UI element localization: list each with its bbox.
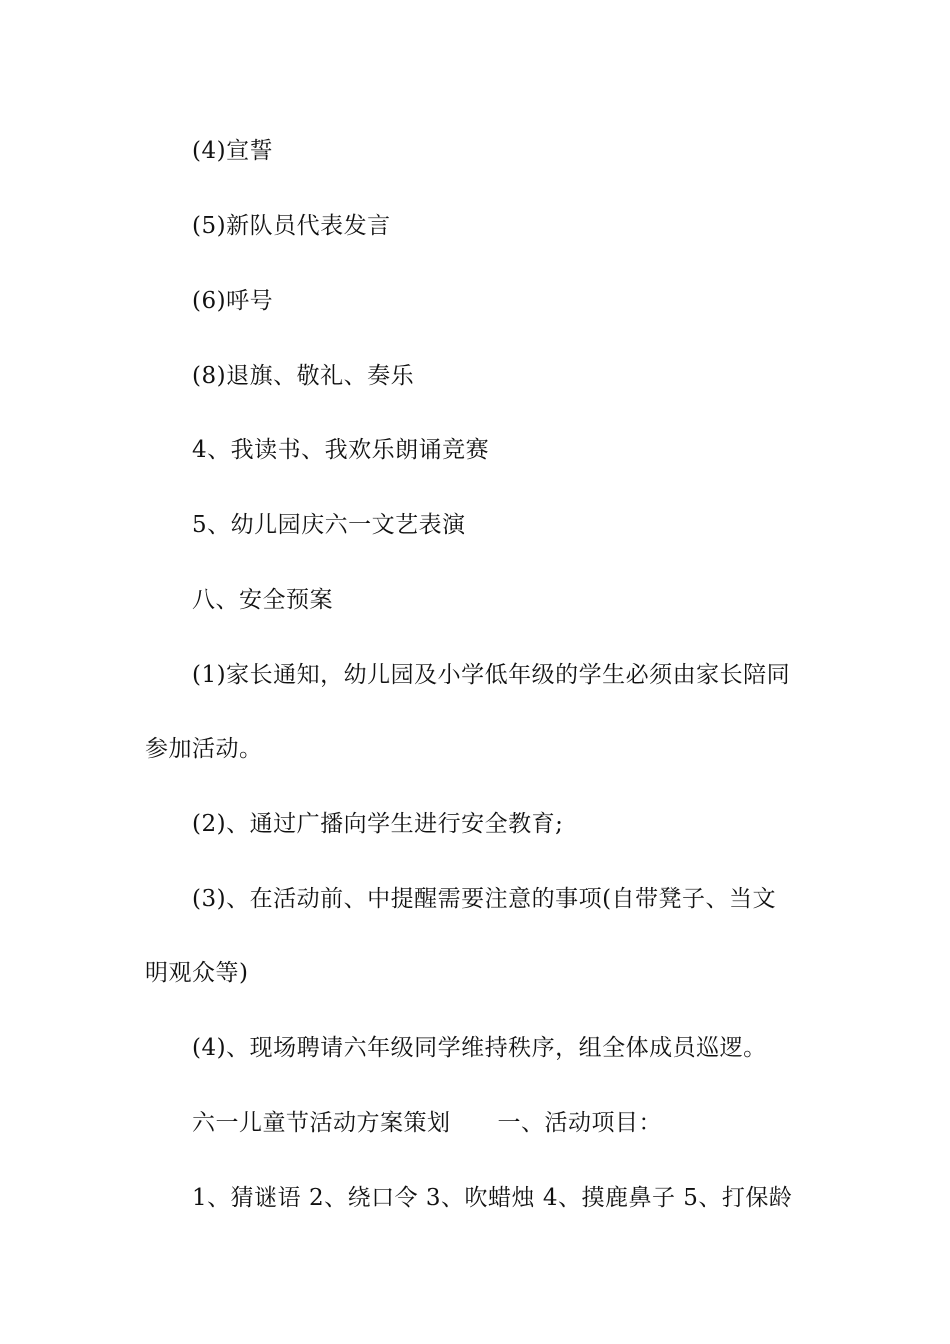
text-line-parent-notice: (1)家长通知，幼儿园及小学低年级的学生必须由家长陪同 — [192, 662, 791, 688]
text-line-reminders-cont: 明观众等) — [145, 960, 249, 986]
text-line-new-member-speech: (5)新队员代表发言 — [192, 213, 391, 239]
section-heading-activity-plan: 六一儿童节活动方案策划 一、活动项目： — [192, 1110, 662, 1136]
section-heading-safety-plan: 八、安全预案 — [192, 587, 333, 613]
text-line-broadcast-education: (2)、通过广播向学生进行安全教育; — [192, 811, 564, 837]
text-line-activity-list: 1、猜谜语 2、绕口令 3、吹蜡烛 4、摸鹿鼻子 5、打保龄 — [192, 1185, 793, 1211]
text-line-order-patrol: (4)、现场聘请六年级同学维持秩序，组全体成员巡逻。 — [192, 1035, 767, 1061]
text-line-slogan: (6)呼号 — [192, 288, 274, 314]
text-line-reading-contest: 4、我读书、我欢乐朗诵竞赛 — [192, 437, 490, 463]
text-line-kindergarten-performance: 5、幼儿园庆六一文艺表演 — [192, 512, 466, 538]
text-line-parent-notice-cont: 参加活动。 — [145, 736, 263, 762]
text-line-reminders: (3)、在活动前、中提醒需要注意的事项(自带凳子、当文 — [192, 886, 777, 912]
text-line-flag-retire: (8)退旗、敬礼、奏乐 — [192, 363, 415, 389]
text-line-oath: (4)宣誓 — [192, 138, 274, 164]
